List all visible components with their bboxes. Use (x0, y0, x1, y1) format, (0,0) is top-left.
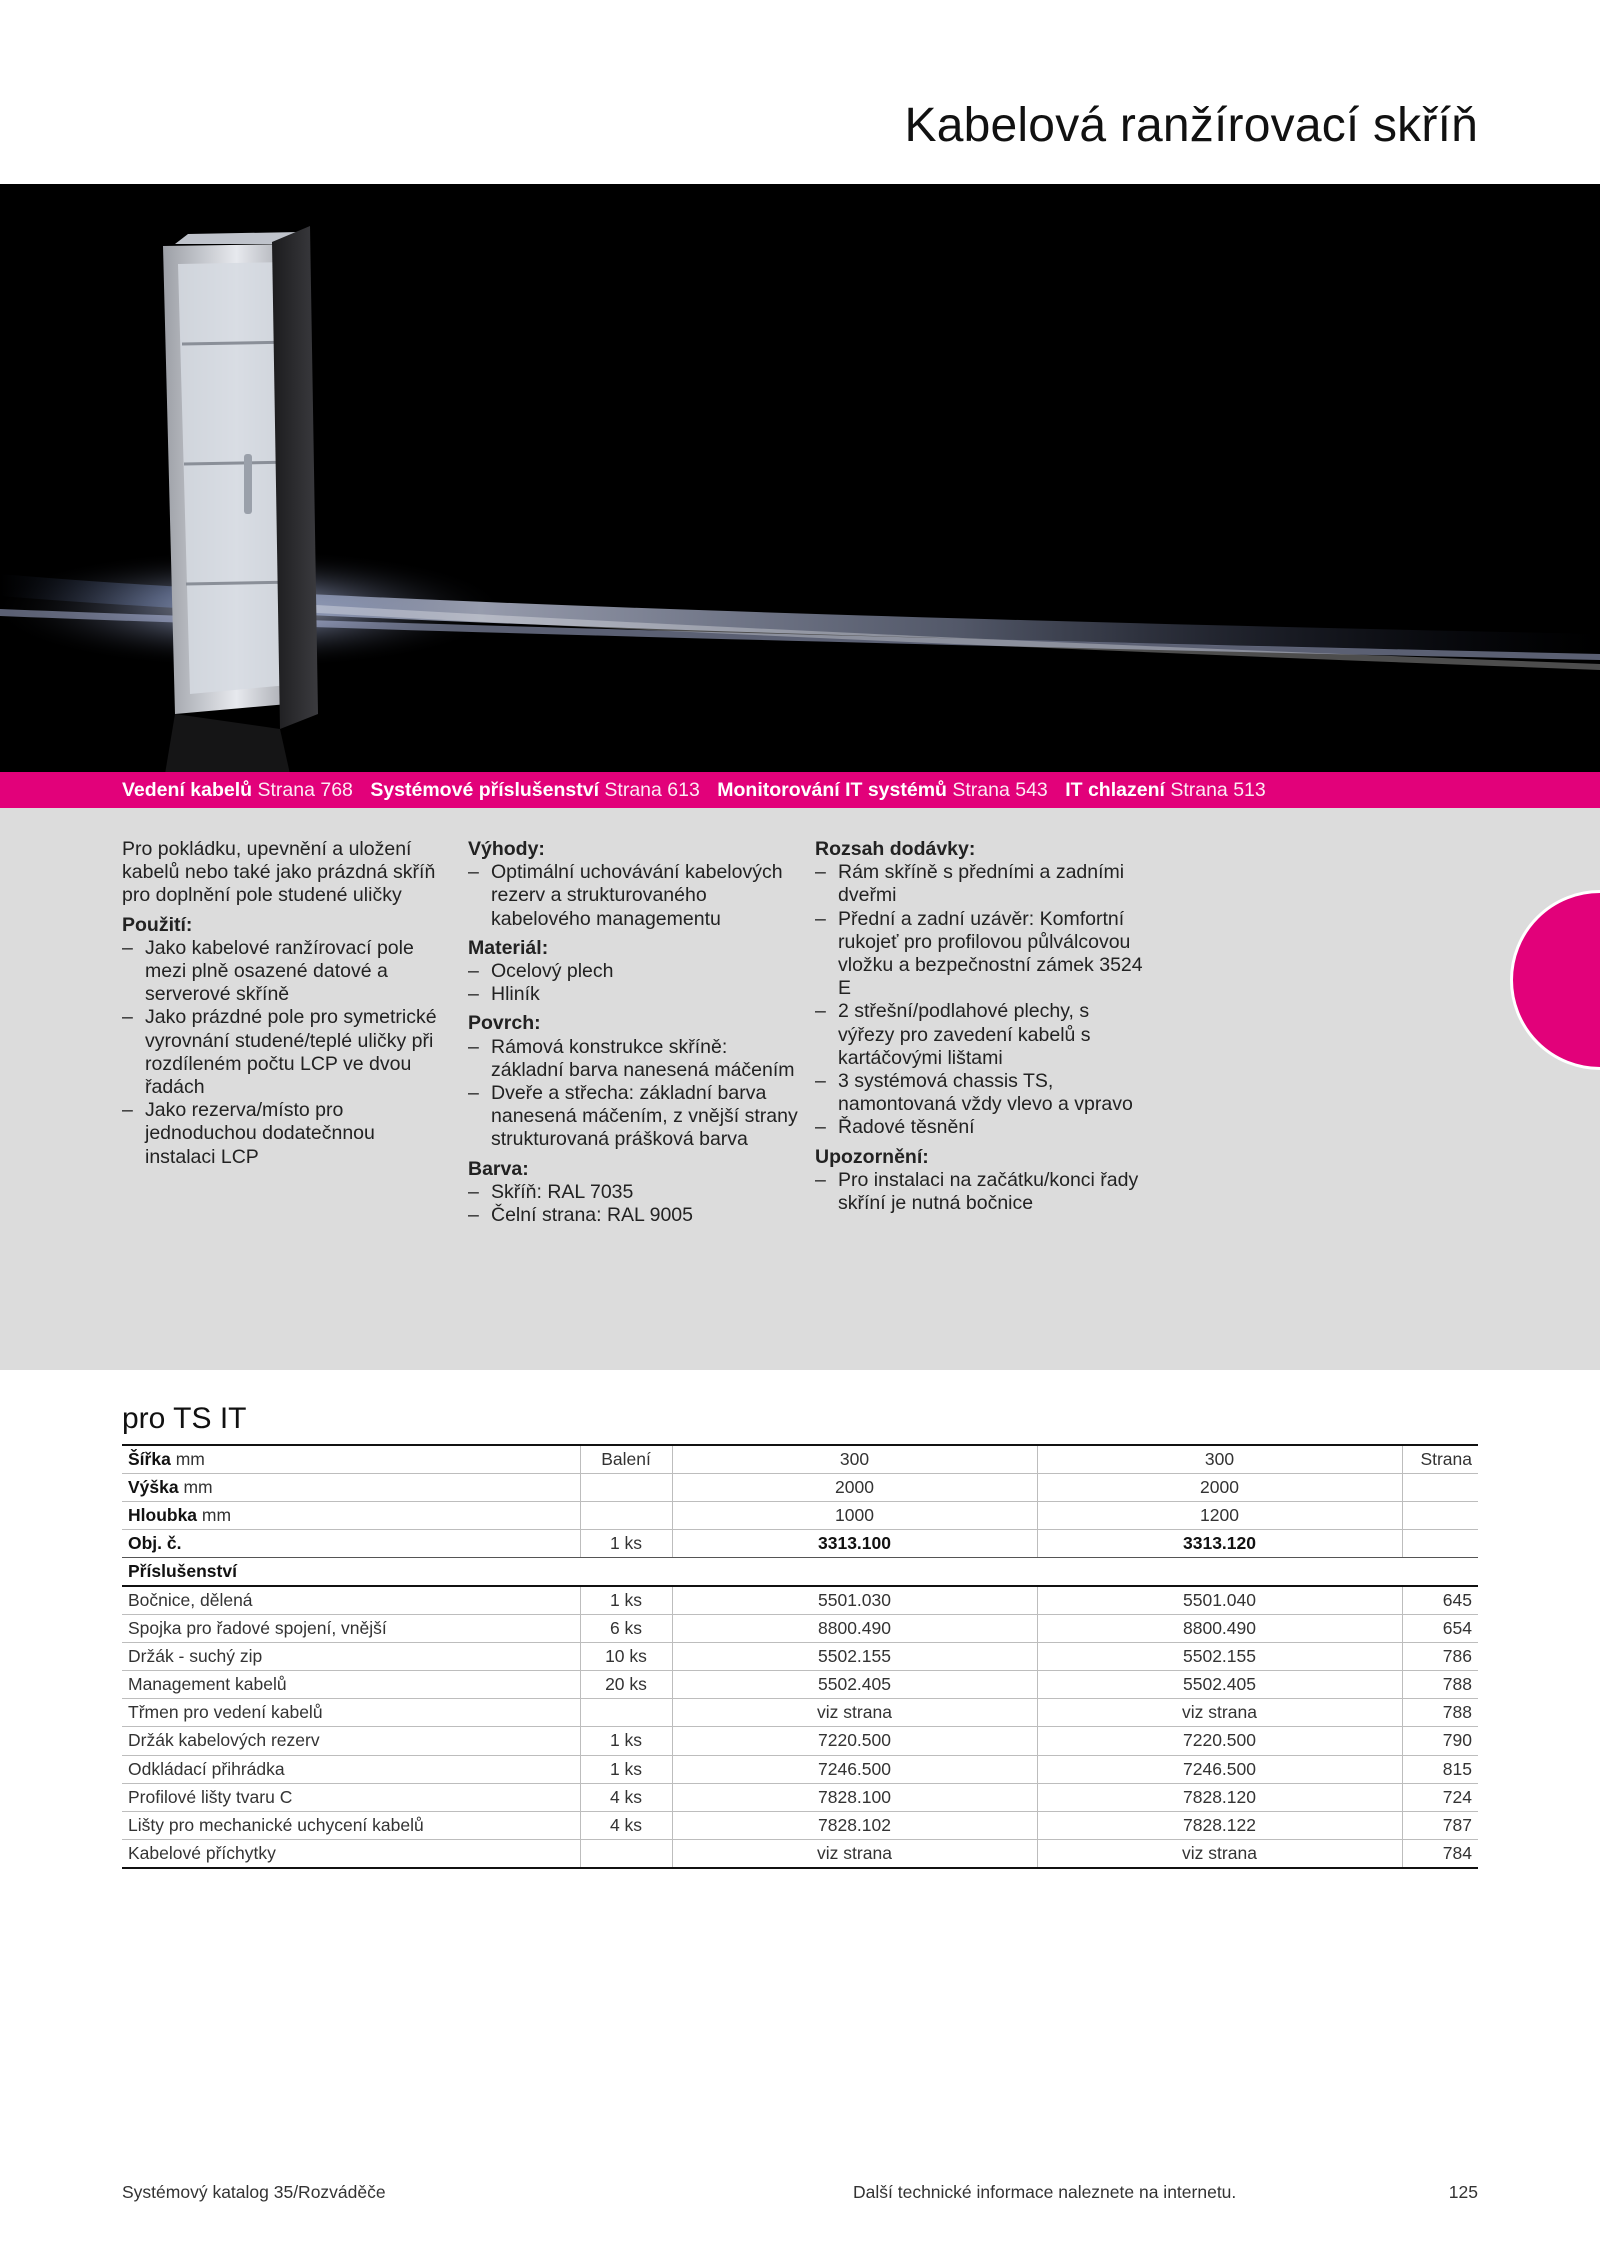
table-row: Bočnice, dělená 1 ks 5501.030 5501.040 645 (122, 1586, 1478, 1614)
list-item: – Čelní strana: RAL 9005 (468, 1204, 798, 1227)
intro-text: Pro pokládku, upevnění a uložení kabelů nebo také jako prázdná skříň pro doplnění pole studené uličky (122, 838, 436, 907)
page-title: Kabelová ranžírovací skříň (904, 99, 1478, 152)
list-item: – Pro instalaci na začátku/konci řady skříní je nutná bočnice (815, 1169, 1145, 1215)
usage-list (122, 937, 442, 1169)
table-title: pro TS IT (122, 1402, 247, 1435)
scope-list (815, 861, 1145, 1139)
table-row: Hloubka mm 1000 1200 (122, 1501, 1478, 1529)
advantages-heading: Výhody: (468, 838, 545, 860)
link-it-cooling[interactable]: IT chlazení Strana 513 (1065, 779, 1266, 801)
footer-info-text: Další technické informace naleznete na internetu. (853, 2182, 1237, 2202)
list-item: – Optimální uchovávání kabelových rezerv a strukturovaného kabelového managementu (468, 861, 798, 931)
surface-list (468, 1036, 798, 1152)
product-spec-table (122, 1444, 1478, 1869)
table-row: Management kabelů 20 ks 5502.405 5502.405 788 (122, 1671, 1478, 1699)
page-number: 125 (1448, 2182, 1478, 2202)
list-item: – Skříň: RAL 7035 (468, 1181, 798, 1204)
table-row: Odkládací přihrádka 1 ks 7246.500 7246.500 815 (122, 1755, 1478, 1783)
usage-heading: Použití: (122, 913, 193, 936)
list-item: – Hliník (468, 983, 798, 1006)
list-item: – Ocelový plech (468, 960, 798, 983)
hero-image (0, 184, 1600, 772)
material-heading: Materiál: (468, 936, 549, 959)
surface-heading: Povrch: (468, 1012, 541, 1035)
info-column-1 (122, 838, 442, 1169)
color-list (468, 1181, 798, 1227)
list-item: – 2 střešní/podlahové plechy, s výřezy pro zavedení kabelů s kartáčovými lištami (815, 1000, 1145, 1070)
list-item: – Řadové těsnění (815, 1116, 1145, 1139)
link-cable-routing[interactable]: Vedení kabelů Strana 768 (122, 779, 353, 801)
table-row: Profilové lišty tvaru C 4 ks 7828.100 7828.120 724 (122, 1783, 1478, 1811)
info-column-3 (815, 838, 1145, 1215)
scope-heading: Rozsah dodávky: (815, 838, 976, 860)
list-item: – Jako prázdné pole pro symetrické vyrovnání studené/teplé uličky při rozdíleném počtu LCP ve dvou řadách (122, 1006, 442, 1099)
list-item: – Dveře a střecha: základní barva nanesená máčením, z vnější strany strukturovaná prášková barva (468, 1082, 798, 1152)
list-item: – Rám skříně s předními a zadními dveřmi (815, 861, 1145, 907)
product-info-panel (0, 808, 1600, 1370)
footer-catalog-name: Systémový katalog 35/Rozváděče (122, 2182, 386, 2202)
table-row: Spojka pro řadové spojení, vnější 6 ks 8800.490 8800.490 654 (122, 1614, 1478, 1642)
list-item: – 3 systémová chassis TS, namontovaná vždy vlevo a vpravo (815, 1070, 1145, 1116)
advantages-list (468, 861, 798, 931)
table-row: Výška mm 2000 2000 (122, 1473, 1478, 1501)
table-row: Lišty pro mechanické uchycení kabelů 4 ks 7828.102 7828.122 787 (122, 1811, 1478, 1839)
note-heading: Upozornění: (815, 1145, 929, 1168)
list-item: – Přední a zadní uzávěr: Komfortní rukojeť pro profilovou půlválcovou vložku a bezpečnostní zámek 3524 E (815, 908, 1145, 1001)
material-list (468, 960, 798, 1006)
list-item: – Jako kabelové ranžírovací pole mezi plně osazené datové a serverové skříně (122, 937, 442, 1007)
cross-reference-bar (0, 772, 1600, 808)
list-item: – Jako rezerva/místo pro jednoduchou dodatečnnou instalaci LCP (122, 1099, 442, 1169)
table-row: Třmen pro vedení kabelů viz strana viz strana 788 (122, 1699, 1478, 1727)
cabinet-photo (0, 184, 1600, 772)
table-row: Kabelové příchytky viz strana viz strana 784 (122, 1840, 1478, 1868)
table-row: Držák kabelových rezerv 1 ks 7220.500 7220.500 790 (122, 1727, 1478, 1755)
section-row: Příslušenství (122, 1558, 1478, 1586)
order-number-row: Obj. č. 1 ks 3313.100 3313.120 (122, 1530, 1478, 1558)
note-list (815, 1169, 1145, 1215)
link-system-accessories[interactable]: Systémové příslušenství Strana 613 (370, 779, 700, 801)
info-column-2 (468, 838, 798, 1227)
table-row: Držák - suchý zip 10 ks 5502.155 5502.155 786 (122, 1642, 1478, 1670)
link-it-monitoring[interactable]: Monitorování IT systémů Strana 543 (717, 779, 1048, 801)
table-row: Šířka mm Balení 300 300 Strana (122, 1445, 1478, 1473)
color-heading: Barva: (468, 1157, 529, 1180)
list-item: – Rámová konstrukce skříně: základní barva nanesená máčením (468, 1036, 798, 1082)
